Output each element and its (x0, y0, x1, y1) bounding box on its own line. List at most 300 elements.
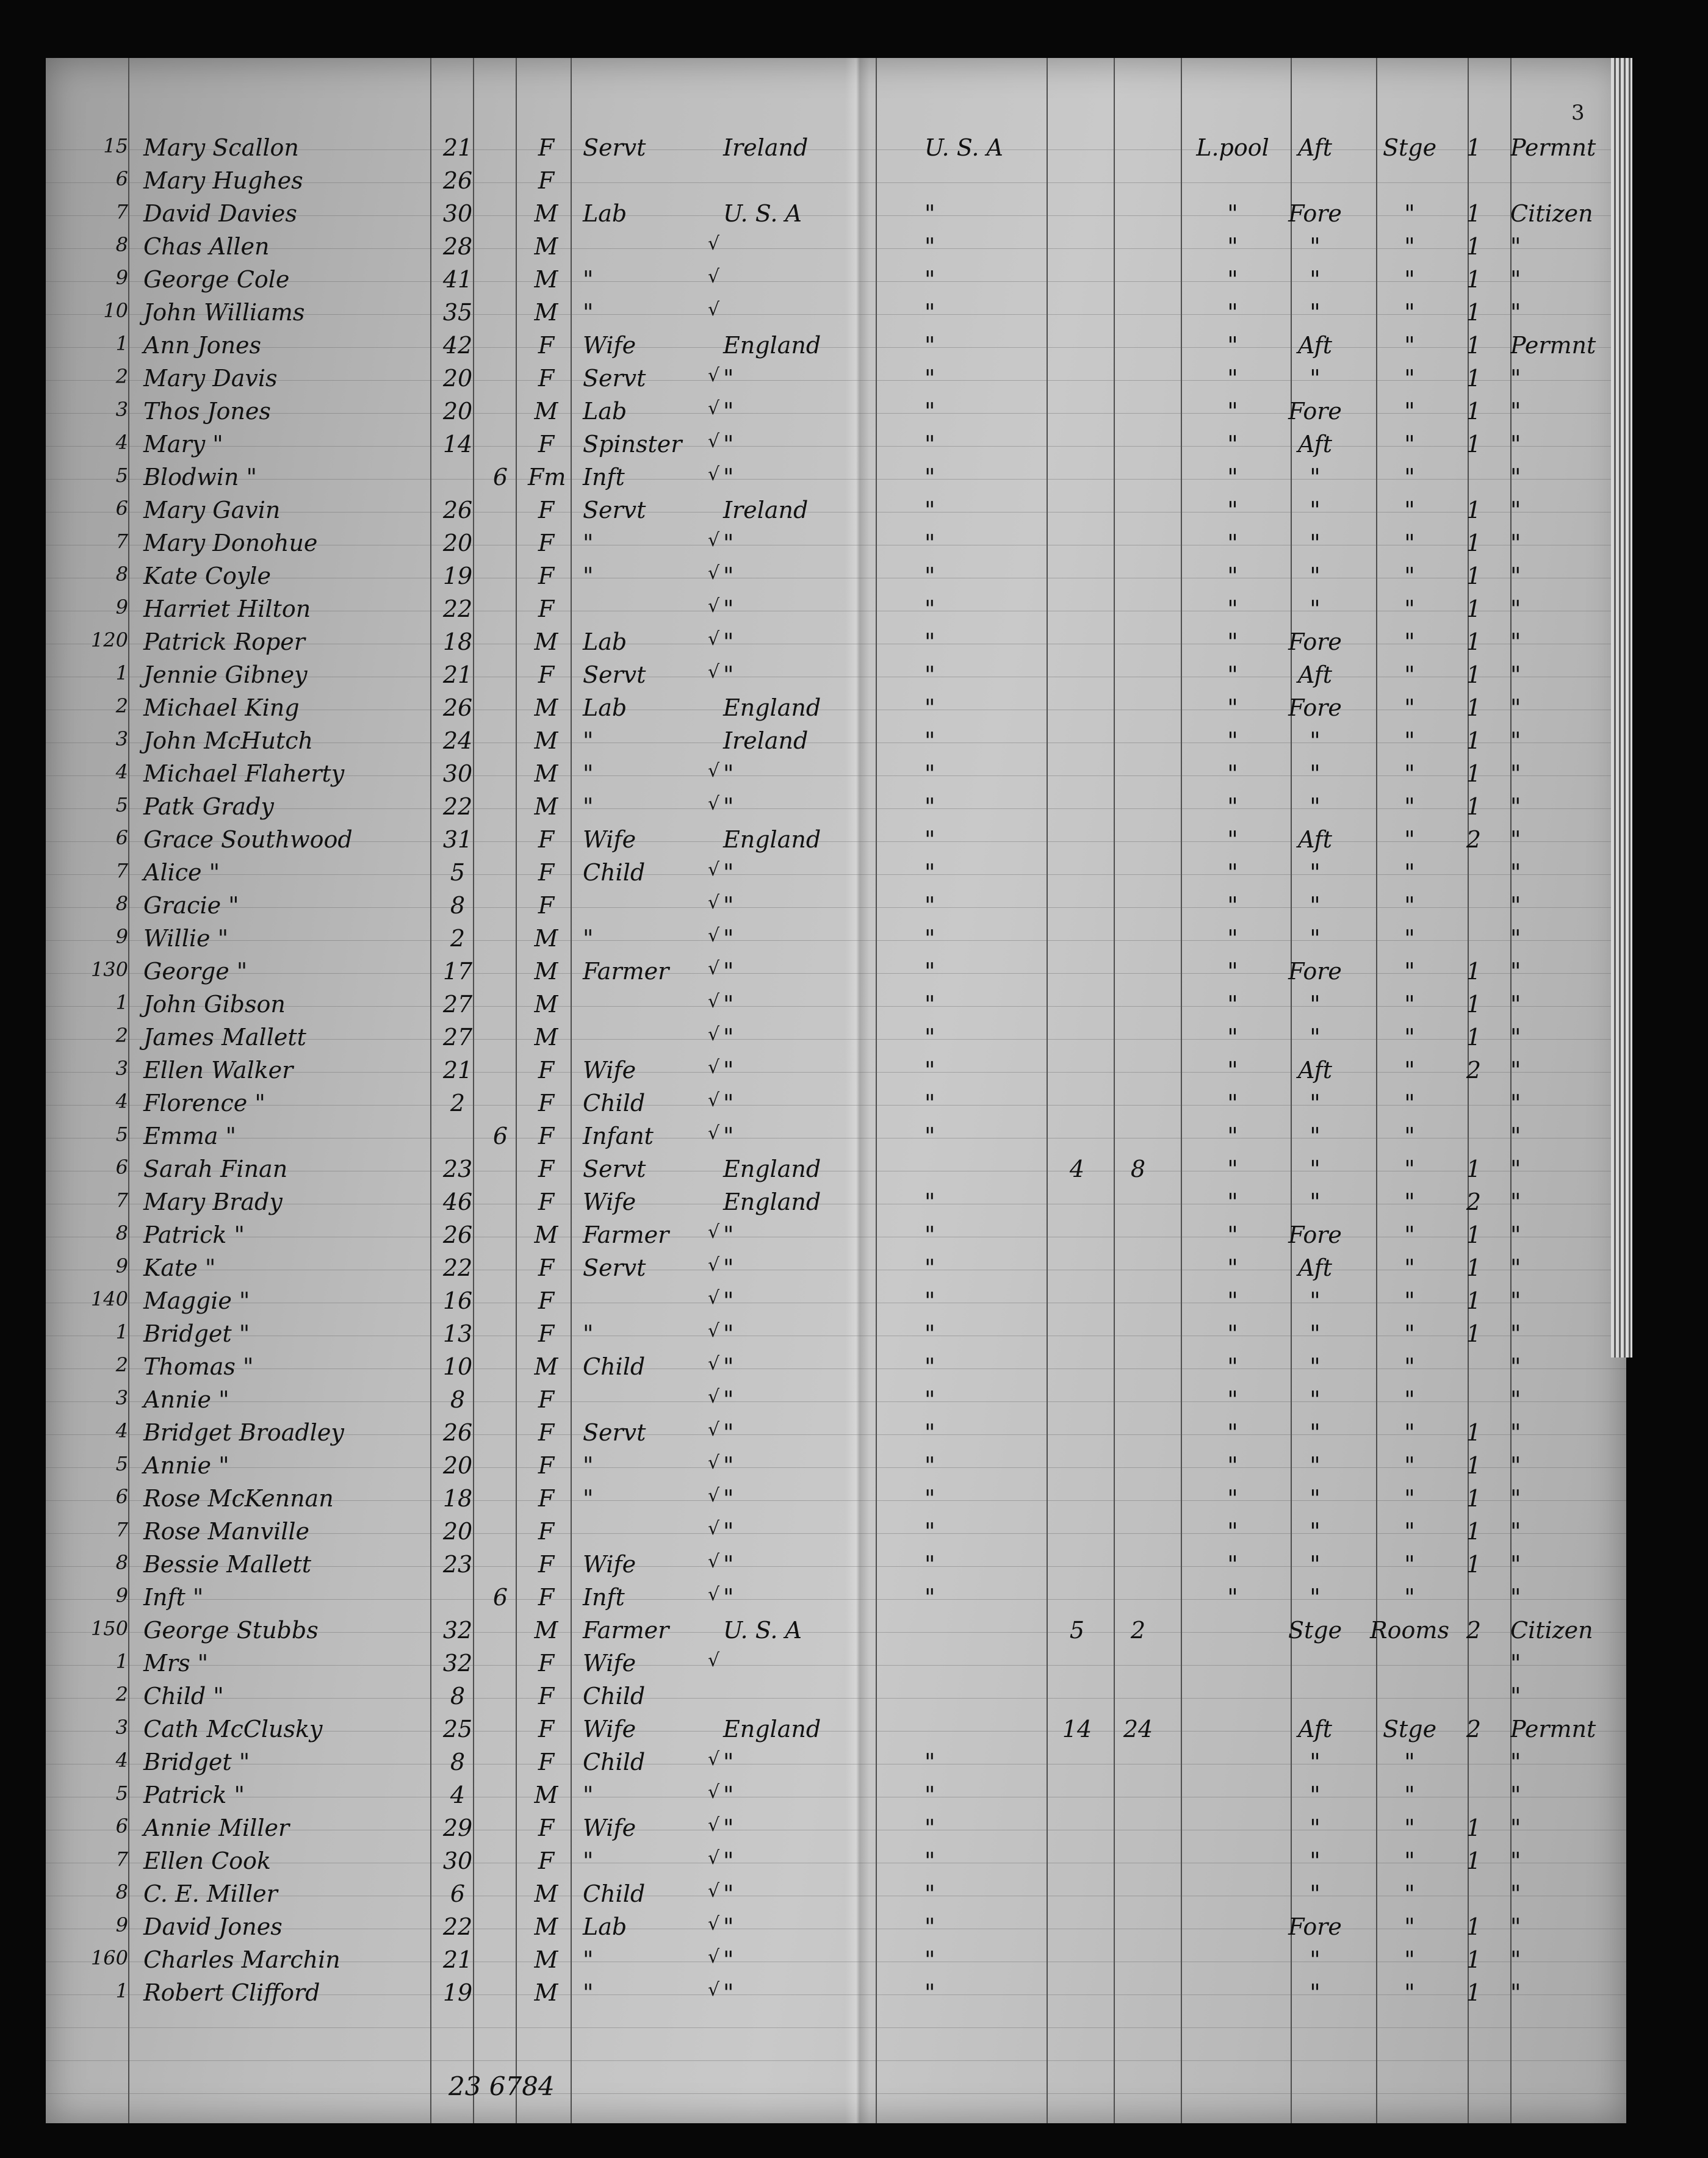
count: 1 (1466, 1221, 1482, 1248)
nationality: " (723, 1485, 734, 1512)
age-adult: 32 (442, 1650, 473, 1677)
sex: F (538, 134, 555, 161)
count: 1 (1466, 1156, 1482, 1182)
table-row (46, 661, 1626, 694)
figure-a: 5 (1069, 1617, 1085, 1644)
nationality: " (723, 925, 734, 952)
nationality: " (723, 1057, 734, 1084)
table-row (46, 793, 1626, 826)
check-mark: √ (708, 1485, 720, 1506)
count: 2 (1466, 826, 1482, 853)
sex: F (538, 1320, 555, 1347)
sex: F (538, 1123, 555, 1149)
accommodation: " (1404, 497, 1415, 523)
destination: " (924, 1452, 935, 1479)
sex: F (538, 859, 555, 886)
accommodation: " (1404, 1024, 1415, 1051)
count: 1 (1466, 1815, 1482, 1841)
destination: " (924, 595, 935, 622)
destination: " (924, 1946, 935, 1973)
table-row (46, 1287, 1626, 1320)
entry-number: 8 (115, 1551, 128, 1574)
sex: M (534, 1782, 558, 1808)
port-of-embarkation: " (1227, 1221, 1238, 1248)
age-adult: 26 (442, 1221, 473, 1248)
sex: M (534, 1617, 558, 1644)
count: 1 (1466, 1024, 1482, 1051)
entry-number: 7 (115, 859, 128, 882)
occupation: Wife (583, 826, 636, 853)
sex: M (534, 1221, 558, 1248)
port-of-embarkation: " (1227, 266, 1238, 293)
occupation: " (583, 1979, 594, 2006)
count: 1 (1466, 365, 1482, 392)
nationality: " (723, 1584, 734, 1611)
berth-class: Fore (1288, 694, 1342, 721)
passenger-name: Sarah Finan (143, 1156, 288, 1182)
nationality: England (723, 1156, 821, 1182)
destination: " (924, 661, 935, 688)
accommodation: " (1404, 1287, 1415, 1314)
residence-status: " (1510, 1584, 1521, 1611)
table-row (46, 398, 1626, 431)
occupation: " (583, 1320, 594, 1347)
nationality: England (723, 332, 821, 359)
residence-status: " (1510, 1090, 1521, 1117)
passenger-name: Florence " (143, 1090, 265, 1117)
nationality: England (723, 1189, 821, 1215)
port-of-embarkation: " (1227, 1057, 1238, 1084)
age-adult: 30 (442, 760, 473, 787)
age-adult: 8 (450, 1386, 466, 1413)
entry-number: 6 (115, 1156, 128, 1179)
destination: " (924, 958, 935, 985)
count: 1 (1466, 1419, 1482, 1446)
passenger-name: Annie " (143, 1386, 229, 1413)
occupation: " (583, 530, 594, 556)
count: 2 (1466, 1617, 1482, 1644)
berth-class: Stge (1288, 1617, 1342, 1644)
sex: M (534, 793, 558, 820)
berth-class: " (1310, 497, 1321, 523)
sex: M (534, 1979, 558, 2006)
count: 1 (1466, 233, 1482, 260)
entry-number: 7 (115, 200, 128, 223)
berth-class: Aft (1297, 134, 1333, 161)
berth-class: " (1310, 760, 1321, 787)
berth-class: " (1310, 1189, 1321, 1215)
check-mark: √ (708, 1353, 720, 1375)
berth-class: " (1310, 1551, 1321, 1578)
nationality: " (723, 1815, 734, 1841)
check-mark: √ (708, 1123, 720, 1144)
table-row (46, 1946, 1626, 1979)
table-row (46, 826, 1626, 859)
berth-class: " (1310, 1782, 1321, 1808)
age-adult: 21 (442, 134, 473, 161)
destination: " (924, 1386, 935, 1413)
count: 1 (1466, 497, 1482, 523)
passenger-name: Mary Gavin (143, 497, 281, 523)
count: 1 (1466, 760, 1482, 787)
sex: M (534, 760, 558, 787)
accommodation: " (1404, 925, 1415, 952)
table-row (46, 530, 1626, 563)
residence-status: " (1510, 1386, 1521, 1413)
table-row (46, 1320, 1626, 1353)
residence-status: " (1510, 1913, 1521, 1940)
destination: " (924, 760, 935, 787)
occupation: Wife (583, 1551, 636, 1578)
table-row (46, 1782, 1626, 1815)
table-row (46, 1617, 1626, 1650)
check-mark: √ (708, 1584, 720, 1605)
age-infant: 6 (492, 464, 508, 491)
port-of-embarkation: " (1227, 1518, 1238, 1545)
check-mark: √ (708, 1254, 720, 1276)
berth-class: Aft (1297, 826, 1333, 853)
entry-number: 7 (115, 1189, 128, 1212)
residence-status: " (1510, 958, 1521, 985)
nationality: " (723, 464, 734, 491)
sex: F (538, 1683, 555, 1710)
occupation: Farmer (583, 1617, 669, 1644)
occupation: Servt (583, 497, 646, 523)
residence-status: " (1510, 1782, 1521, 1808)
destination: " (924, 1090, 935, 1117)
entry-number: 9 (115, 266, 128, 289)
accommodation: " (1404, 1880, 1415, 1907)
check-mark: √ (708, 1847, 720, 1869)
check-mark: √ (708, 1880, 720, 1902)
accommodation: " (1404, 1749, 1415, 1775)
occupation: Infant (583, 1123, 654, 1149)
sex: F (538, 661, 555, 688)
destination: " (924, 1123, 935, 1149)
age-adult: 13 (442, 1320, 473, 1347)
table-row (46, 859, 1626, 892)
sex: F (538, 1650, 555, 1677)
destination: " (924, 1057, 935, 1084)
check-mark: √ (708, 892, 720, 913)
passenger-name: C. E. Miller (143, 1880, 278, 1907)
age-infant: 6 (492, 1123, 508, 1149)
residence-status: " (1510, 1221, 1521, 1248)
count: 1 (1466, 1946, 1482, 1973)
entry-number: 15 (103, 134, 128, 157)
nationality: " (723, 1024, 734, 1051)
table-row (46, 958, 1626, 991)
footer-total: 23 6784 (449, 2071, 555, 2101)
destination: " (924, 1979, 935, 2006)
port-of-embarkation: " (1227, 497, 1238, 523)
entry-number: 7 (115, 530, 128, 553)
sex: M (534, 200, 558, 227)
residence-status: " (1510, 233, 1521, 260)
entry-number: 4 (115, 1419, 128, 1442)
check-mark: √ (708, 1386, 720, 1408)
destination: " (924, 1287, 935, 1314)
destination: " (924, 464, 935, 491)
nationality: England (723, 826, 821, 853)
destination: " (924, 892, 935, 919)
age-adult: 20 (442, 365, 473, 392)
passenger-name: David Davies (143, 200, 297, 227)
residence-status: " (1510, 760, 1521, 787)
count: 1 (1466, 661, 1482, 688)
occupation: " (583, 563, 594, 589)
port-of-embarkation: " (1227, 1485, 1238, 1512)
passenger-name: Child " (143, 1683, 224, 1710)
age-adult: 8 (450, 1683, 466, 1710)
occupation: " (583, 299, 594, 326)
row-rule (46, 2060, 1626, 2061)
passenger-name: Blodwin " (143, 464, 257, 491)
occupation: Servt (583, 1419, 646, 1446)
age-adult: 46 (442, 1189, 473, 1215)
nationality: " (723, 595, 734, 622)
berth-class: " (1310, 1518, 1321, 1545)
nationality: " (723, 365, 734, 392)
accommodation: " (1404, 398, 1415, 425)
residence-status: " (1510, 1452, 1521, 1479)
check-mark: √ (708, 925, 720, 946)
row-rule (46, 2027, 1626, 2028)
nationality: " (723, 1913, 734, 1940)
check-mark: √ (708, 991, 720, 1012)
berth-class: Aft (1297, 431, 1333, 458)
table-row (46, 760, 1626, 793)
check-mark: √ (708, 365, 720, 386)
berth-class: " (1310, 727, 1321, 754)
sex: M (534, 694, 558, 721)
residence-status: " (1510, 661, 1521, 688)
destination: " (924, 563, 935, 589)
sex: M (534, 233, 558, 260)
residence-status: Citizen (1510, 1617, 1593, 1644)
count: 1 (1466, 991, 1482, 1018)
passenger-name: Bridget Broadley (143, 1419, 344, 1446)
accommodation: " (1404, 1221, 1415, 1248)
check-mark: √ (708, 530, 720, 551)
occupation: Servt (583, 1156, 646, 1182)
accommodation: " (1404, 1946, 1415, 1973)
entry-number: 3 (115, 398, 128, 421)
entry-number: 2 (115, 694, 128, 718)
table-row (46, 1551, 1626, 1584)
port-of-embarkation: " (1227, 892, 1238, 919)
age-adult: 22 (442, 1254, 473, 1281)
sex: F (538, 1287, 555, 1314)
occupation: Child (583, 1683, 646, 1710)
entry-number: 9 (115, 1254, 128, 1278)
nationality: England (723, 1716, 821, 1743)
entry-number: 5 (115, 793, 128, 816)
port-of-embarkation: " (1227, 1287, 1238, 1314)
sex: F (538, 1419, 555, 1446)
passenger-name: John Gibson (143, 991, 286, 1018)
age-adult: 20 (442, 530, 473, 556)
count: 1 (1466, 793, 1482, 820)
age-adult: 10 (442, 1353, 473, 1380)
destination: " (924, 398, 935, 425)
residence-status: " (1510, 1683, 1521, 1710)
passenger-name: Kate " (143, 1254, 216, 1281)
age-adult: 35 (442, 299, 473, 326)
age-adult: 8 (450, 892, 466, 919)
destination: " (924, 826, 935, 853)
passenger-name: George Stubbs (143, 1617, 319, 1644)
age-adult: 23 (442, 1551, 473, 1578)
accommodation: " (1404, 661, 1415, 688)
count: 1 (1466, 1287, 1482, 1314)
destination: " (924, 1782, 935, 1808)
port-of-embarkation: " (1227, 1320, 1238, 1347)
count: 1 (1466, 1847, 1482, 1874)
age-adult: 27 (442, 1024, 473, 1051)
occupation: Child (583, 1749, 646, 1775)
destination: " (924, 1913, 935, 1940)
count: 1 (1466, 628, 1482, 655)
berth-class: " (1310, 1946, 1321, 1973)
table-row (46, 892, 1626, 925)
port-of-embarkation: " (1227, 694, 1238, 721)
occupation: Wife (583, 1189, 636, 1215)
occupation: Farmer (583, 958, 669, 985)
accommodation: " (1404, 1551, 1415, 1578)
count: 2 (1466, 1057, 1482, 1084)
check-mark: √ (708, 793, 720, 815)
passenger-name: Gracie " (143, 892, 239, 919)
nationality: " (723, 1320, 734, 1347)
residence-status: " (1510, 398, 1521, 425)
port-of-embarkation: " (1227, 1452, 1238, 1479)
accommodation: " (1404, 233, 1415, 260)
entry-number: 1 (115, 1979, 128, 2002)
table-row (46, 1716, 1626, 1749)
destination: " (924, 793, 935, 820)
passenger-name: Patk Grady (143, 793, 274, 820)
entry-number: 6 (115, 497, 128, 520)
count: 1 (1466, 694, 1482, 721)
check-mark: √ (708, 1782, 720, 1803)
passenger-name: Mary Hughes (143, 167, 303, 194)
berth-class: " (1310, 1815, 1321, 1841)
entry-number: 1 (115, 332, 128, 355)
residence-status: " (1510, 991, 1521, 1018)
accommodation: " (1404, 1584, 1415, 1611)
berth-class: " (1310, 1287, 1321, 1314)
entry-number: 4 (115, 760, 128, 783)
entry-number: 4 (115, 431, 128, 454)
entry-number: 9 (115, 595, 128, 619)
sex: M (534, 1913, 558, 1940)
accommodation: " (1404, 694, 1415, 721)
destination: " (924, 991, 935, 1018)
destination: " (924, 694, 935, 721)
berth-class: " (1310, 1485, 1321, 1512)
sex: Fm (528, 464, 566, 491)
accommodation: " (1404, 530, 1415, 556)
sex: F (538, 1452, 555, 1479)
entry-number: 3 (115, 1057, 128, 1080)
table-row (46, 595, 1626, 628)
residence-status: " (1510, 1946, 1521, 1973)
port-of-embarkation: " (1227, 991, 1238, 1018)
passenger-name: Chas Allen (143, 233, 270, 260)
nationality: " (723, 1419, 734, 1446)
destination: " (924, 332, 935, 359)
table-row (46, 1057, 1626, 1090)
occupation: Wife (583, 1815, 636, 1841)
entry-number: 4 (115, 1090, 128, 1113)
table-row (46, 1221, 1626, 1254)
check-mark: √ (708, 1419, 720, 1440)
port-of-embarkation: " (1227, 200, 1238, 227)
check-mark: √ (708, 1287, 720, 1309)
berth-class: Fore (1288, 1913, 1342, 1940)
table-row (46, 1979, 1626, 2012)
passenger-name: Robert Clifford (143, 1979, 320, 2006)
destination: " (924, 1485, 935, 1512)
berth-class: " (1310, 925, 1321, 952)
berth-class: " (1310, 793, 1321, 820)
entry-number: 5 (115, 1782, 128, 1805)
table-row (46, 200, 1626, 233)
port-of-embarkation: " (1227, 1419, 1238, 1446)
residence-status: Permnt (1510, 134, 1596, 161)
passenger-name: Patrick " (143, 1782, 245, 1808)
age-adult: 22 (442, 595, 473, 622)
age-adult: 26 (442, 497, 473, 523)
occupation: " (583, 760, 594, 787)
nationality: " (723, 760, 734, 787)
entry-number: 8 (115, 1880, 128, 1904)
passenger-name: Bessie Mallett (143, 1551, 312, 1578)
age-adult: 27 (442, 991, 473, 1018)
port-of-embarkation: " (1227, 332, 1238, 359)
table-row (46, 727, 1626, 760)
entry-number: 120 (90, 628, 128, 652)
age-adult: 31 (442, 826, 473, 853)
table-row (46, 266, 1626, 299)
accommodation: Stge (1382, 1716, 1437, 1743)
check-mark: √ (708, 628, 720, 650)
passenger-name: Thomas " (143, 1353, 254, 1380)
sex: F (538, 595, 555, 622)
sex: M (534, 958, 558, 985)
berth-class: " (1310, 1123, 1321, 1149)
accommodation: " (1404, 991, 1415, 1018)
nationality: " (723, 628, 734, 655)
accommodation: " (1404, 1913, 1415, 1940)
passenger-name: Ellen Walker (143, 1057, 294, 1084)
nationality: " (723, 661, 734, 688)
passenger-name: John McHutch (143, 727, 313, 754)
port-of-embarkation: " (1227, 760, 1238, 787)
residence-status: " (1510, 1287, 1521, 1314)
destination: " (924, 299, 935, 326)
table-row (46, 925, 1626, 958)
residence-status: " (1510, 563, 1521, 589)
age-adult: 30 (442, 200, 473, 227)
berth-class: " (1310, 1320, 1321, 1347)
port-of-embarkation: " (1227, 530, 1238, 556)
check-mark: √ (708, 859, 720, 880)
sex: F (538, 332, 555, 359)
table-row (46, 991, 1626, 1024)
age-adult: 25 (442, 1716, 473, 1743)
